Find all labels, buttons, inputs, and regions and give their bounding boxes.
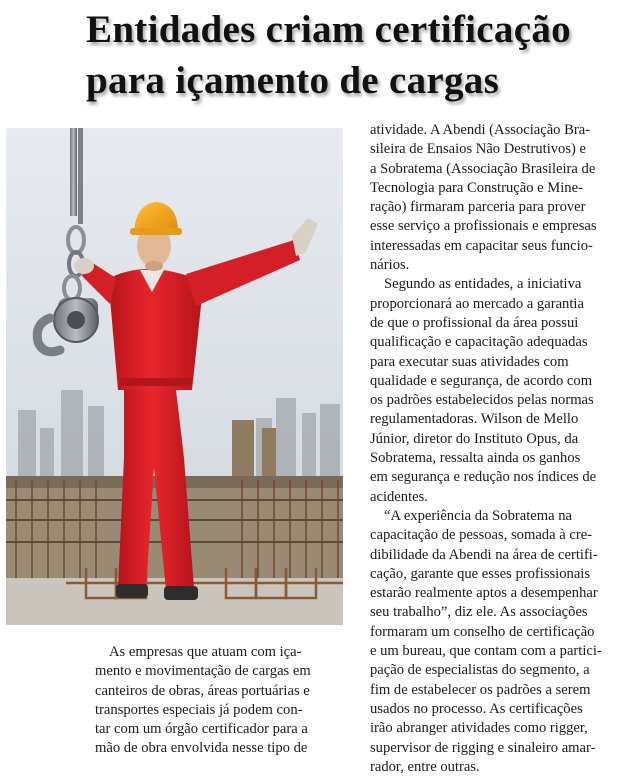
text-line: supervisor de rigging e sinaleiro amar- [370,739,596,756]
text-line: mento e movimentação de cargas em [95,663,311,680]
text-line: transportes especiais já podem con- [95,701,303,718]
text-line: tar com um órgão certificador para a [95,721,308,738]
text-line: em segurança e redução nos índices de [370,469,597,486]
text-line: usados no processo. As certificações [370,700,583,717]
text-line: irão abranger atividades como rigger, [370,720,588,737]
text-line: ração) firmaram parceria para prover [370,199,586,216]
text-line: para executar suas atividades com [370,353,569,370]
text-line: Tecnologia para Construção e Mine- [370,179,583,196]
text-line: regulamentadoras. Wilson de Mello [370,411,579,428]
text-line: esse serviço a profissionais e empresas [370,218,597,235]
text-line: Segundo as entidades, a iniciativa [384,276,582,293]
text-line: fim de estabelecer os padrões a serem [370,681,591,698]
text-line: dibilidade da Abendi na área de certifi- [370,546,598,563]
text-line: capacitação de pessoas, somada à cre- [370,527,593,544]
text-line: sileira de Ensaios Não Destrutivos) e [370,141,587,158]
article-photo [6,128,343,625]
text-line: rador, entre outras. [370,758,480,775]
headline-line-1: Entidades criam certificação [86,8,571,51]
text-line: interessadas em capacitar seus funcio- [370,237,593,254]
paragraph-continued [370,121,632,275]
text-line: nários. [370,257,410,274]
headline-line-2: para içamento de cargas [86,59,500,102]
article-headline [86,4,631,106]
article-body-left-column [95,643,331,759]
text-line: proporcionará ao mercado a garantia [370,295,584,312]
text-line: seu trabalho”, diz ele. As associações [370,604,588,621]
paragraph-intro [95,643,331,759]
text-line: qualificação e capacitação adequadas [370,334,588,351]
text-line: Júnior, diretor do Instituto Opus, da [370,430,579,447]
text-line: “A experiência da Sobratema na [384,507,573,524]
article-body-right-column [370,121,632,777]
text-line: cação, garante que esses profissionais [370,565,591,582]
text-line: canteiros de obras, áreas portuárias e [95,682,310,699]
text-line: pação de especialistas do segmento, a [370,662,590,679]
text-line: formaram um conselho de certificação [370,623,595,640]
text-line: As empresas que atuam com iça- [109,644,302,660]
text-line: os padrões estabelecidos pelas normas [370,392,594,409]
text-line: atividade. A Abendi (Associação Bra- [370,122,591,138]
text-line: mão de obra envolvida nesse tipo de [95,740,308,757]
text-line: a Sobratema (Associação Brasileira de [370,160,596,177]
text-line: e um bureau, que contam com a partici- [370,643,602,660]
text-line: Sobratema, ressalta ainda os ganhos [370,450,581,467]
text-line: acidentes. [370,488,428,505]
paragraph-quote [370,507,632,777]
text-line: estarão realmente aptos a desempenhar [370,585,598,602]
text-line: qualidade e segurança, de acordo com [370,372,593,389]
paragraph-initiative [370,275,632,507]
text-line: de que o profissional da área possui [370,314,579,331]
